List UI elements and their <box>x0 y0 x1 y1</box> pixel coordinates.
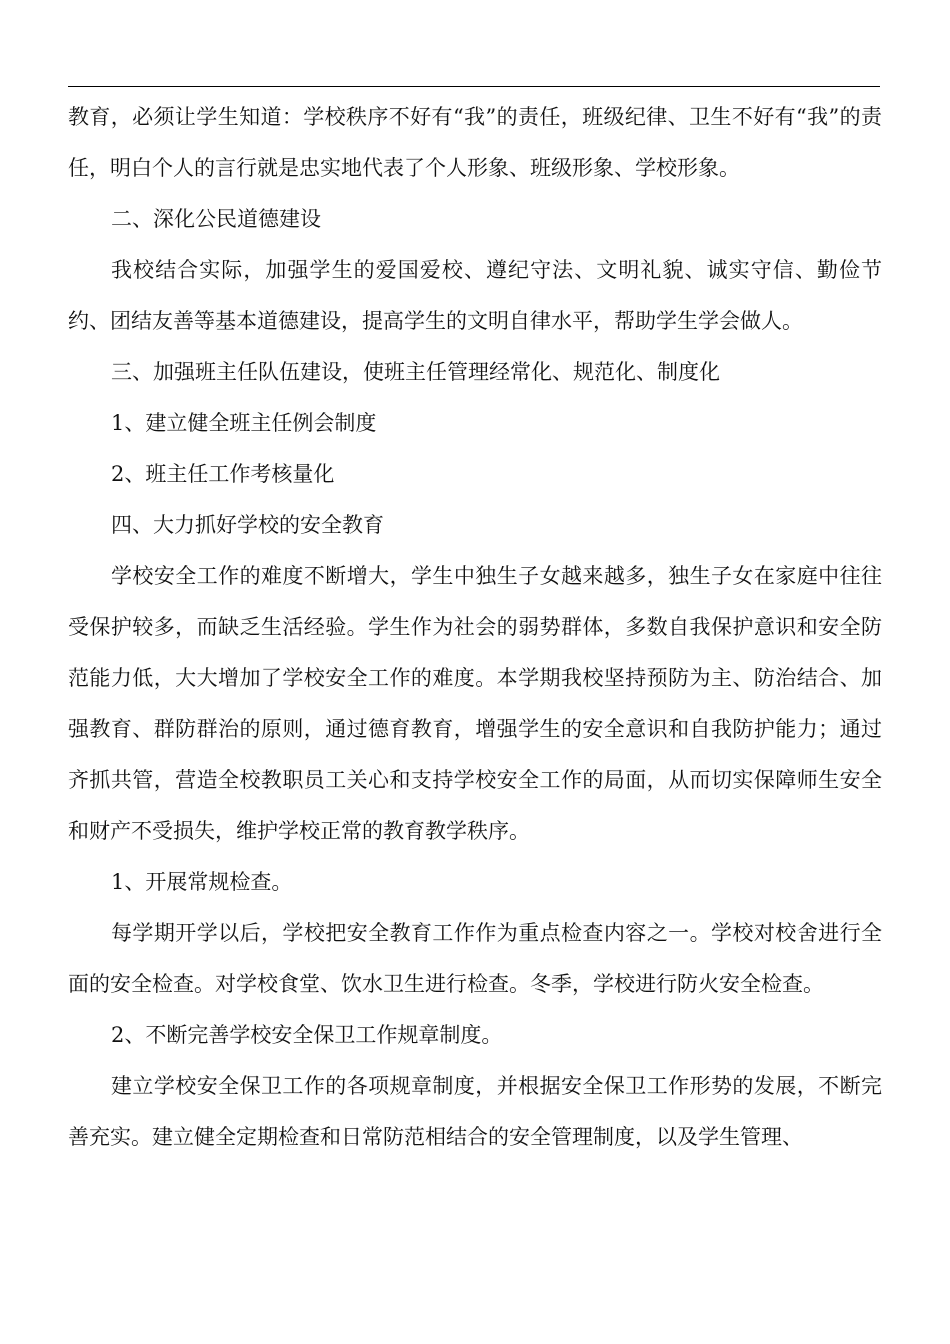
list-item-regulations: 2、不断完善学校安全保卫工作规章制度。 <box>111 1023 503 1047</box>
paragraph-inspection: 每学期开学以后，学校把安全教育工作作为重点检查内容之一。学校对校舍进行全面的安全检查。对学校食堂、饮水卫生进行检查。冬季，学校进行防火安全检查。 <box>68 921 882 996</box>
paragraph-regulations: 建立学校安全保卫工作的各项规章制度，并根据安全保卫工作形势的发展，不断完善充实。建立健全定期检查和日常防范相结合的安全管理制度，以及学生管理、 <box>68 1074 882 1149</box>
paragraph-moral-education: 我校结合实际，加强学生的爱国爱校、遵纪守法、文明礼貌、诚实守信、勤俭节约、团结友善等基本道德建设，提高学生的文明自律水平，帮助学生学会做人。 <box>68 258 882 333</box>
section-heading-2: 二、深化公民道德建设 <box>111 207 321 231</box>
paragraph-safety-work: 学校安全工作的难度不断增大，学生中独生子女越来越多，独生子女在家庭中往往受保护较多，而缺乏生活经验。学生作为社会的弱势群体，多数自我保护意识和安全防范能力低，大大增加了学校安全工作的难度。本学期我校坚持预防为主、防治结合、加强教育、群防群治的原则，通过德育教育，增强学生的安全意识和自我防护能力；通过齐抓共管，营造全校教职员工关心和支持学校安全工作的局面，从而切实保障师生安全和财产不受损失，维护学校正常的教育教学秩序。 <box>68 564 882 843</box>
list-item-routine-check: 1、开展常规检查。 <box>111 870 293 894</box>
paragraph-continuation: 教育，必须让学生知道：学校秩序不好有“我”的责任，班级纪律、卫生不好有“我”的责任，明白个人的言行就是忠实地代表了个人形象、班级形象、学校形象。 <box>68 105 882 180</box>
header-rule <box>68 86 880 87</box>
section-heading-4: 四、大力抓好学校的安全教育 <box>111 513 384 537</box>
section-heading-3: 三、加强班主任队伍建设，使班主任管理经常化、规范化、制度化 <box>111 360 720 384</box>
document-body <box>68 92 882 1163</box>
list-item-assessment: 2、班主任工作考核量化 <box>111 462 335 486</box>
list-item-meeting-system: 1、建立健全班主任例会制度 <box>111 411 377 435</box>
